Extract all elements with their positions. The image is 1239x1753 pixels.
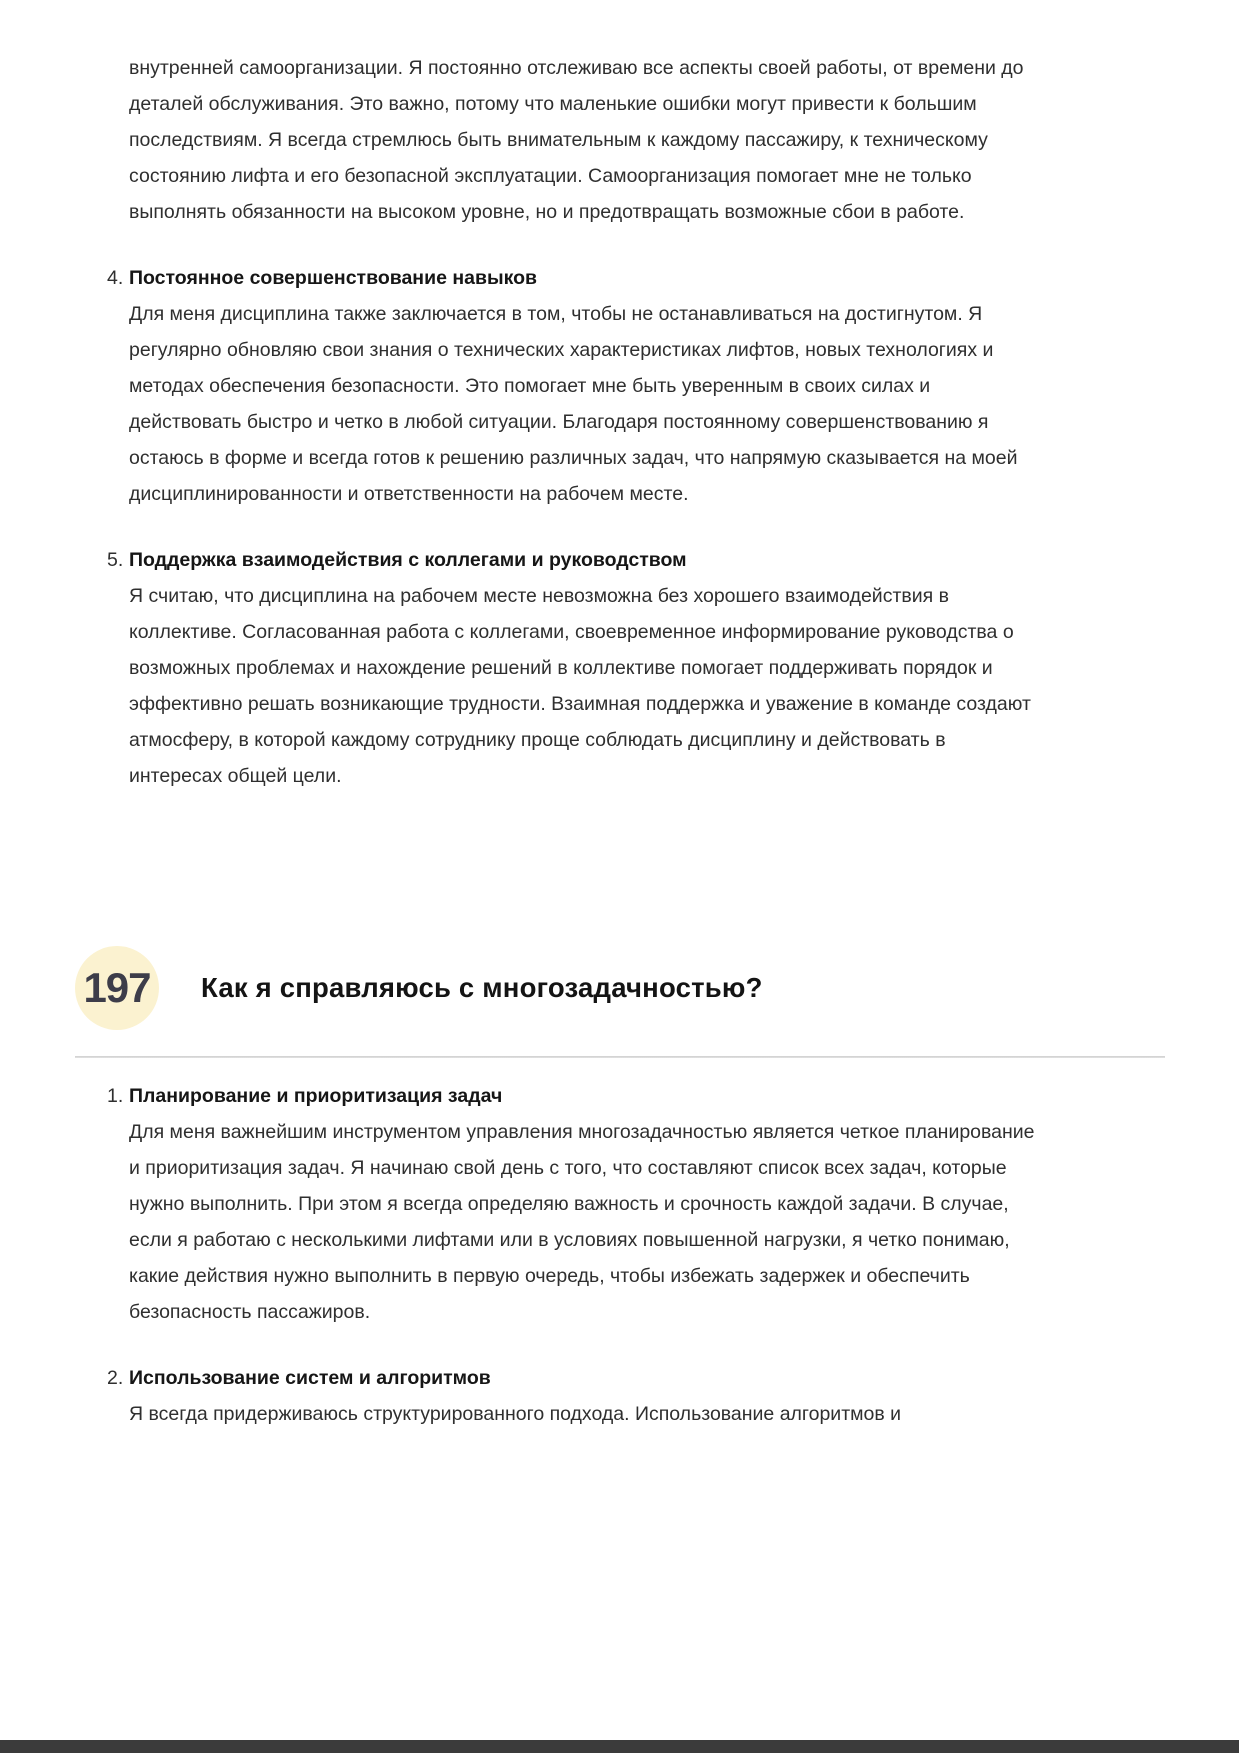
list-item-body: Для меня дисциплина также заключается в том, чтобы не останавливаться на достигнутом. Я регулярно обновляю свои знания о технических характеристиках лифтов, новых технологиях и методах обеспечения безопасности. Это помогает мне быть уверенным в своих силах и действовать быстро и четко в любой ситуации. Благодаря постоянному совершенствованию я остаюсь в форме и всегда готов к решению различных задач, что напрямую сказывается на моей дисциплинированности и ответственности на рабочем месте. [129,303,1018,505]
list-item-number: 4. [107,267,124,289]
list-item-content [129,542,1035,794]
list-item-number: 5. [107,549,124,571]
list-item-title: Поддержка взаимодействия с коллегами и руководством [129,549,687,571]
list-item-number: 1. [107,1085,124,1107]
list-item-title: Использование систем и алгоритмов [129,1367,491,1389]
list-item-body: Я считаю, что дисциплина на рабочем месте невозможна без хорошего взаимодействия в коллективе. Согласованная работа с коллегами, своевременное информирование руководства о возможных проблемах и нахождение решений в коллективе помогает поддерживать порядок и эффективно решать возникающие трудности. Взаимная поддержка и уважение в команде создают атмосферу, в которой каждому сотруднику проще соблюдать дисциплину и действовать в интересах общей цели. [129,585,1031,787]
list-item [107,1078,1035,1330]
list-item-content [129,260,1035,512]
continuation-paragraph: внутренней самоорганизации. Я постоянно отслеживаю все аспекты своей работы, от времени до деталей обслуживания. Это важно, потому что маленькие ошибки могут привести к большим последствиям. Я всегда стремлюсь быть внимательным к каждому пассажиру, к техническому состоянию лифта и его безопасной эксплуатации. Самоорганизация помогает мне не только выполнять обязанности на высоком уровне, но и предотвращать возможные сбои в работе. [129,57,1024,223]
section-divider [75,1056,1165,1058]
list-item [107,542,1035,794]
section-title: Как я справляюсь с многозадачностью? [201,972,763,1003]
list-item-body: Я всегда придерживаюсь структурированного подхода. Использование алгоритмов и [129,1403,902,1425]
list-item-title: Постоянное совершенствование навыков [129,267,537,289]
list-item [107,260,1035,512]
list-item [107,1360,1035,1432]
list-item-title: Планирование и приоритизация задач [129,1085,503,1107]
section-header [75,946,1035,1030]
section-number-badge: 197 [75,946,159,1030]
bottom-edge-bar [0,1740,1239,1753]
list-item-number: 2. [107,1367,124,1389]
list-item-content [129,1078,1035,1330]
list-item-body: Для меня важнейшим инструментом управления многозадачностью является четкое планирование и приоритизация задач. Я начинаю свой день с того, что составляют список всех задач, которые нужно выполнить. При этом я всегда определяю важность и срочность каждой задачи. В случае, если я работаю с несколькими лифтами или в условиях повышенной нагрузки, я четко понимаю, какие действия нужно выполнить в первую очередь, чтобы избежать задержек и обеспечить безопасность пассажиров. [129,1121,1035,1323]
list-item-content [129,1360,1035,1432]
